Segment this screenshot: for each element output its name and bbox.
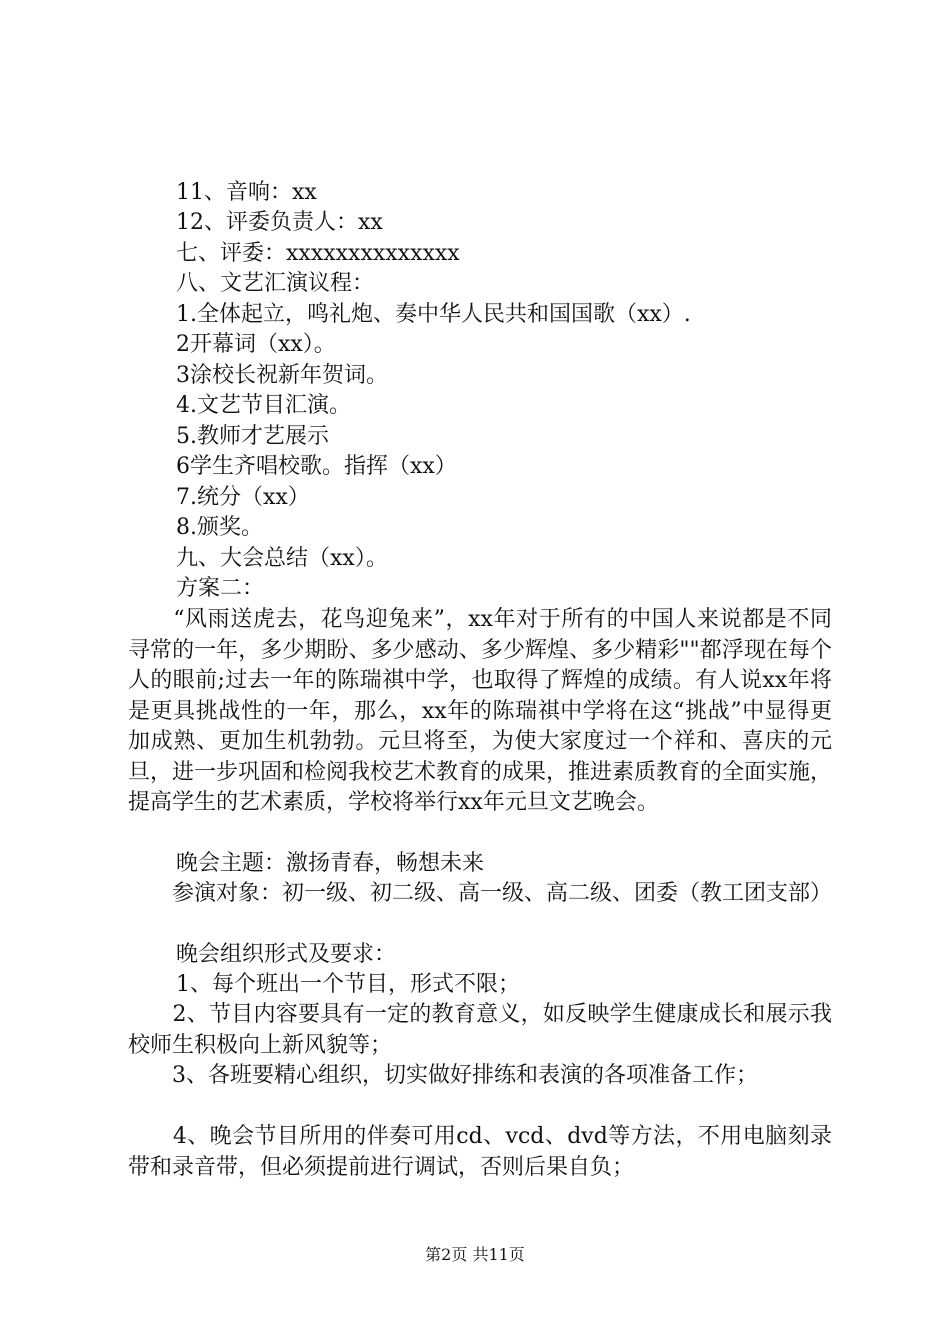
paragraph-requirement-2: 2、节目内容要具有一定的教育意义，如反映学生健康成长和展示我校师生积极向上新风貌等； bbox=[128, 1002, 832, 1058]
line-agenda-4: 4.文艺节目汇演。 bbox=[176, 393, 351, 418]
line-theme: 晚会主题：激扬青春，畅想未来 bbox=[176, 851, 485, 876]
paragraph-requirement-4: 4、晚会节目所用的伴奏可用cd、vcd、dvd等方法，不用电脑刻录带和录音带，但必须提前进行调试，否则后果自负； bbox=[128, 1124, 832, 1180]
line-agenda-6: 6学生齐唱校歌。指挥（xx） bbox=[176, 454, 457, 479]
line-judge-lead: 12、评委负责人：xx bbox=[176, 210, 383, 235]
line-requirement-1: 1、每个班出一个节目，形式不限； bbox=[176, 972, 520, 997]
line-plan-two: 方案二： bbox=[176, 576, 265, 601]
paragraph-intro: “风雨送虎去，花鸟迎兔来”，xx年对于所有的中国人来说都是不同寻常的一年，多少期盼、多少感动、多少辉煌、多少精彩""都浮现在每个人的眼前;过去一年的陈瑞祺中学，也取得了辉煌的成绩。有人说xx年将是更具挑战性的一年，那么，xx年的陈瑞祺中学将在这“挑战”中显得更加成熟、更加生机勃勃。元旦将至，为使大家度过一个祥和、喜庆的元旦，进一步巩固和检阅我校艺术教育的成果，推进素质教育的全面实施，提高学生的艺术素质，学校将举行xx年元旦文艺晚会。 bbox=[128, 607, 833, 815]
line-agenda-1: 1.全体起立，鸣礼炮、奏中华人民共和国国歌（xx）. bbox=[176, 302, 691, 327]
line-agenda-3: 3涂校长祝新年贺词。 bbox=[176, 363, 388, 388]
page-footer: 第2页 共11页 bbox=[425, 1245, 525, 1264]
line-agenda-7: 7.统分（xx） bbox=[176, 485, 310, 510]
line-summary: 九、大会总结（xx）。 bbox=[176, 546, 388, 571]
line-agenda-5: 5.教师才艺展示 bbox=[176, 424, 329, 449]
line-sound: 11、音响：xx bbox=[176, 180, 317, 205]
line-agenda-2: 2开幕词（xx）。 bbox=[176, 332, 336, 357]
line-agenda-8: 8.颁奖。 bbox=[176, 515, 263, 540]
line-form-title: 晚会组织形式及要求： bbox=[176, 942, 397, 967]
paragraph-requirement-3: 3、各班要精心组织，切实做好排练和表演的各项准备工作； bbox=[128, 1063, 758, 1088]
line-agenda-heading: 八、文艺汇演议程： bbox=[176, 271, 375, 296]
paragraph-participants: 参演对象：初一级、初二级、高一级、高二级、团委（教工团支部） bbox=[128, 881, 833, 906]
line-judges: 七、评委：xxxxxxxxxxxxxx bbox=[176, 241, 460, 266]
